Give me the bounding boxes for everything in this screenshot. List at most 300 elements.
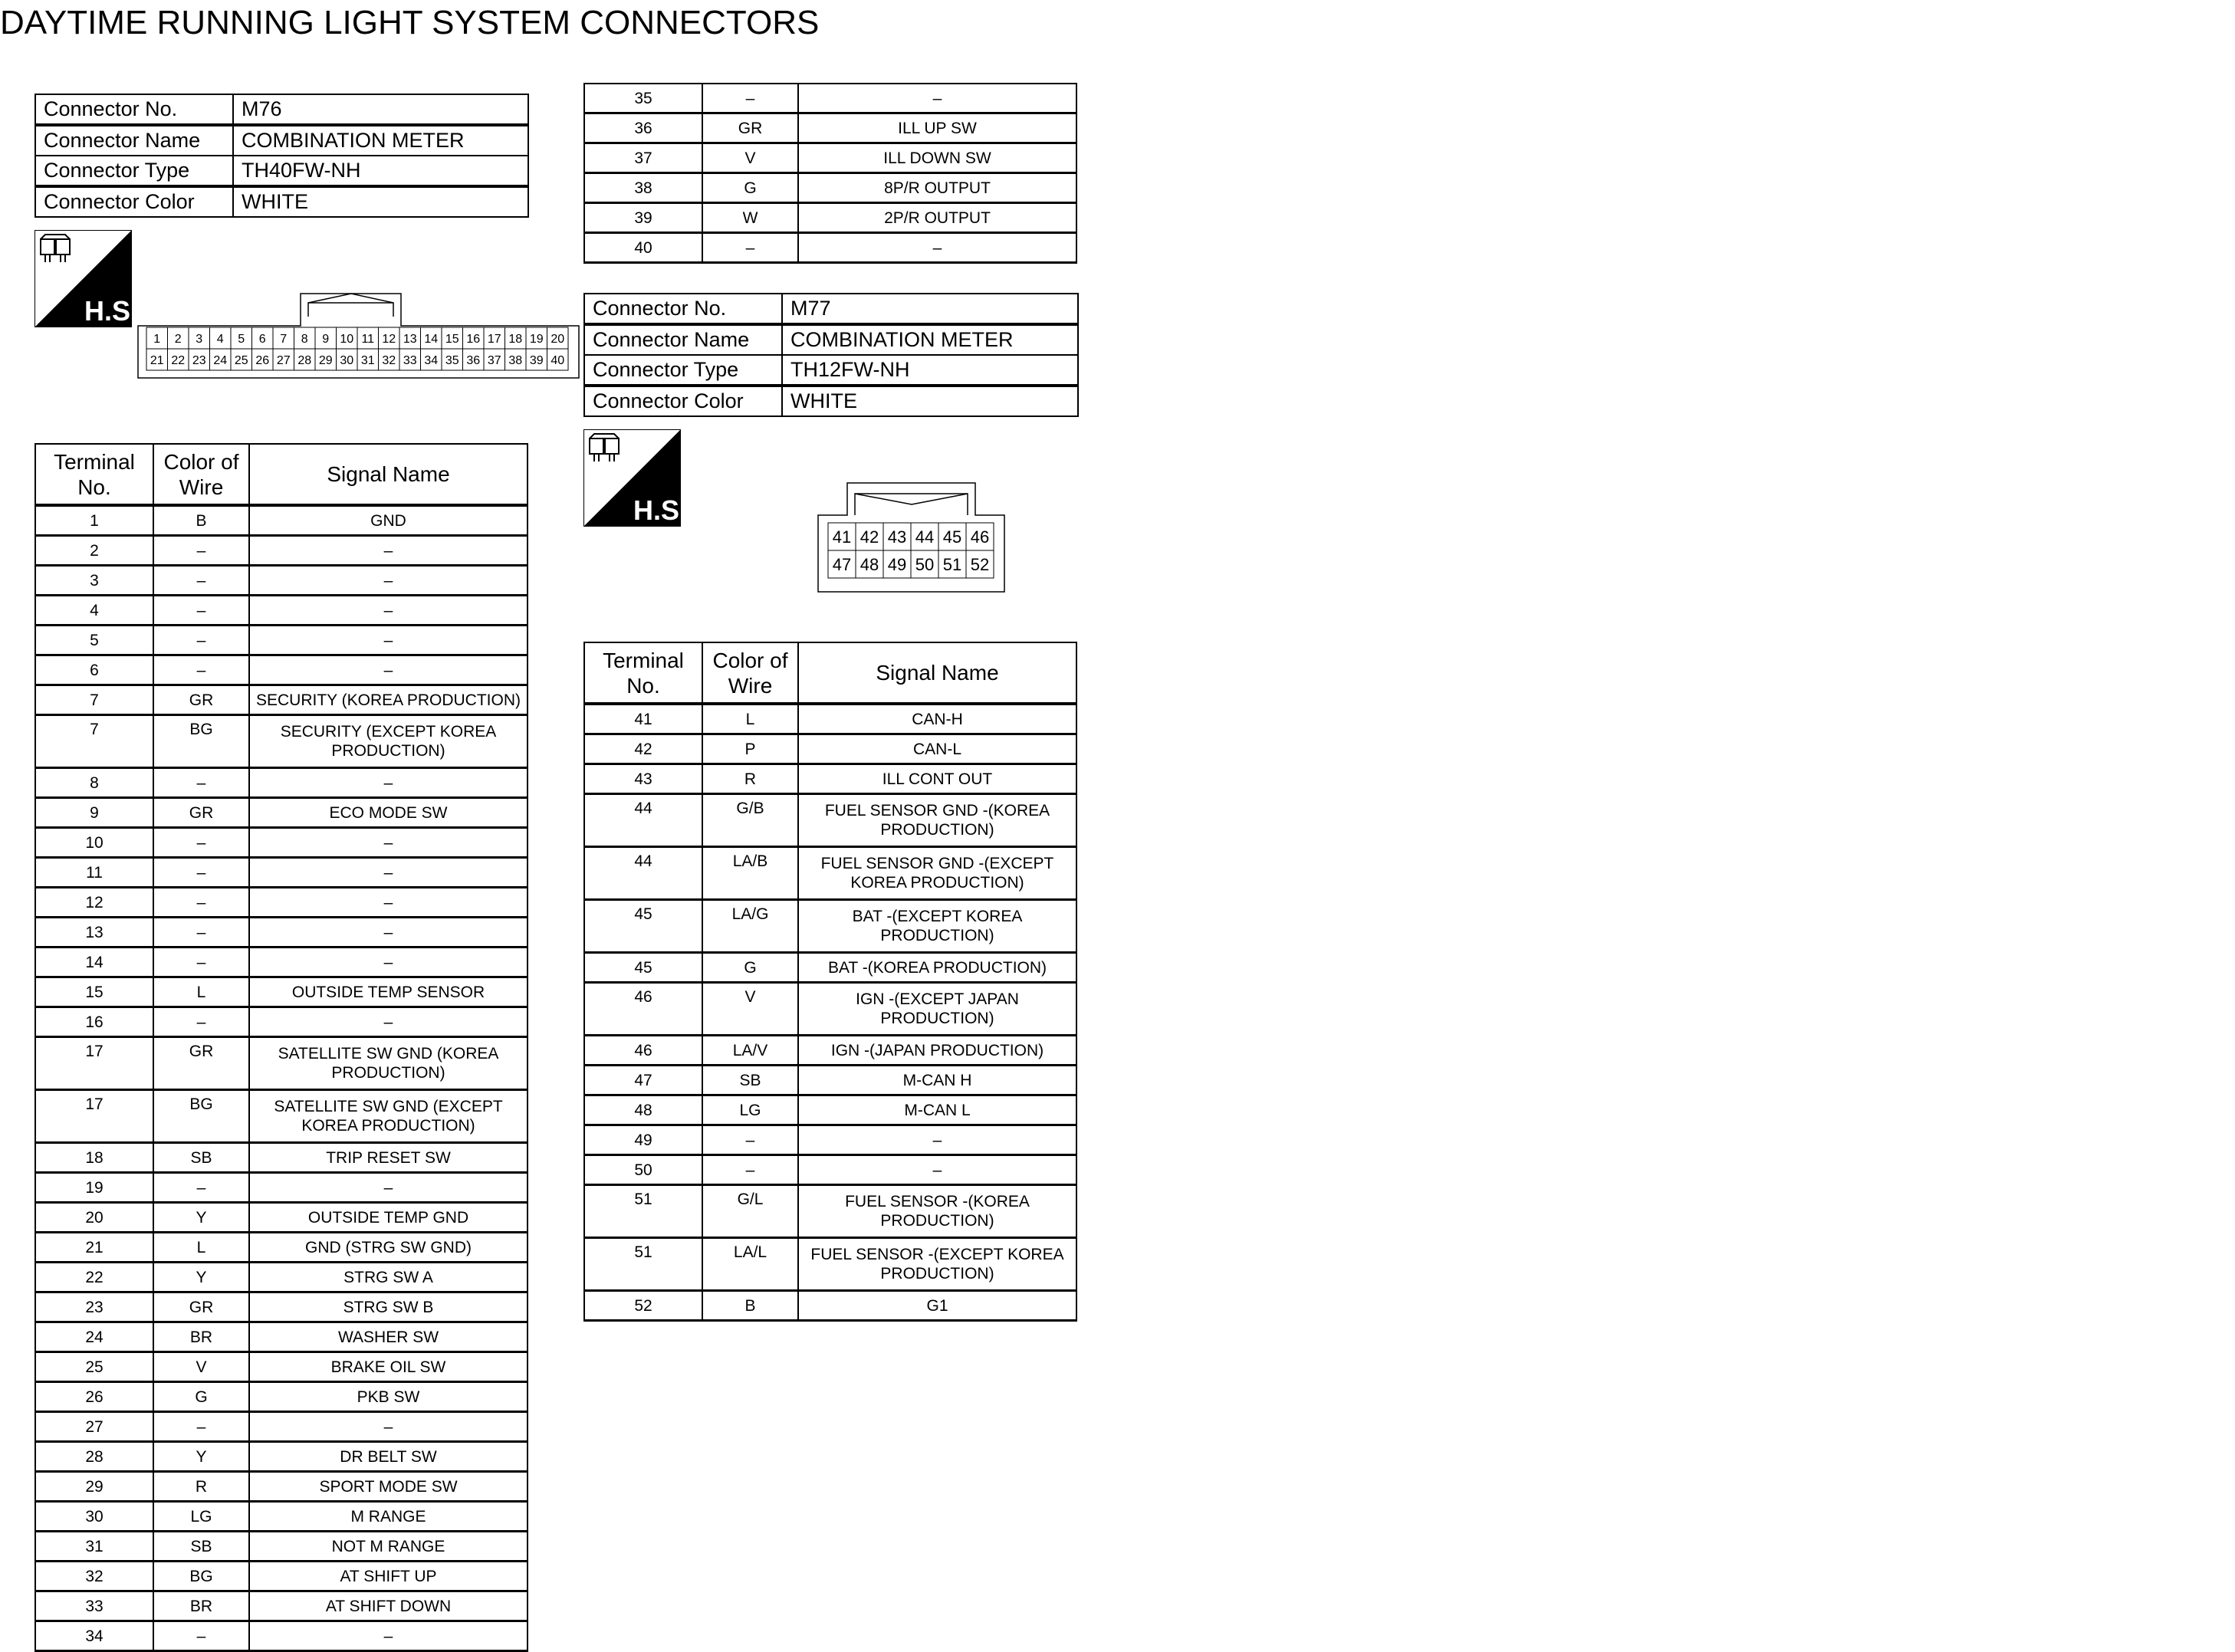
wire-color-cell: V (702, 143, 798, 173)
pin-number: 47 (832, 554, 852, 574)
signal-name-cell: – (249, 858, 528, 888)
table-row (35, 1292, 528, 1322)
table-row (35, 685, 528, 715)
pin-number: 3 (196, 332, 203, 346)
terminal-no-cell: 5 (35, 626, 153, 655)
wire-color-cell: – (153, 1412, 249, 1442)
terminal-no-cell: 23 (35, 1292, 153, 1322)
signal-name-cell: ILL DOWN SW (798, 143, 1076, 173)
terminal-no-cell: 43 (584, 764, 702, 794)
signal-name-cell: 2P/R OUTPUT (798, 203, 1076, 233)
pin-number: 38 (508, 353, 523, 367)
table-row (584, 764, 1076, 794)
pin-number: 49 (887, 554, 907, 574)
pin-number: 43 (887, 527, 907, 547)
terminal-no-cell: 44 (584, 794, 702, 847)
signal-name-cell: – (249, 626, 528, 655)
terminal-no-cell: 14 (35, 948, 153, 977)
pin-number: 10 (340, 332, 354, 346)
signal-name-cell: – (249, 596, 528, 626)
terminal-no-cell: 1 (35, 505, 153, 536)
wire-color-cell: LG (153, 1502, 249, 1532)
info-label: Connector No. (35, 94, 233, 125)
wire-color-cell: – (153, 1173, 249, 1203)
signal-name-cell: G1 (798, 1291, 1076, 1321)
signal-name-cell: WASHER SW (249, 1322, 528, 1352)
terminal-no-cell: 44 (584, 847, 702, 900)
pin-number: 13 (403, 332, 417, 346)
m77-info-row (584, 324, 1078, 355)
signal-name-cell: – (249, 1007, 528, 1037)
table-row (35, 858, 528, 888)
terminal-no-cell: 51 (584, 1185, 702, 1238)
table-row (35, 1007, 528, 1037)
wire-color-cell: LA/B (702, 847, 798, 900)
wire-color-cell: G/L (702, 1185, 798, 1238)
signal-name-cell: FUEL SENSOR GND -(EXCEPT KOREA PRODUCTION) (798, 847, 1076, 900)
wire-color-cell: – (153, 858, 249, 888)
signal-name-cell: – (798, 233, 1076, 263)
table-row (584, 847, 1076, 900)
pin-number: 15 (445, 332, 459, 346)
terminal-no-cell: 25 (35, 1352, 153, 1382)
table-row (35, 1322, 528, 1352)
m76-terminal-table-continued (583, 83, 1077, 264)
terminal-no-cell: 9 (35, 798, 153, 828)
terminal-no-cell: 22 (35, 1263, 153, 1292)
signal-name-cell: OUTSIDE TEMP SENSOR (249, 977, 528, 1007)
wire-color-cell: G (702, 953, 798, 983)
signal-name-cell: FUEL SENSOR -(KOREA PRODUCTION) (798, 1185, 1076, 1238)
pin-number: 42 (859, 527, 879, 547)
table-row (35, 1143, 528, 1173)
table-row (584, 1125, 1076, 1155)
terminal-no-cell: 52 (584, 1291, 702, 1321)
pin-number: 27 (276, 353, 291, 367)
table-row (584, 1185, 1076, 1238)
terminal-no-cell: 17 (35, 1090, 153, 1143)
terminal-no-cell: 50 (584, 1155, 702, 1185)
info-label: Connector No. (584, 294, 782, 324)
wire-color-cell: – (153, 566, 249, 596)
wire-color-cell: W (702, 203, 798, 233)
info-label: Connector Name (35, 125, 233, 156)
table-row (584, 1095, 1076, 1125)
pin-number: 46 (970, 527, 990, 547)
table-row (35, 1233, 528, 1263)
pin-number: 45 (942, 527, 962, 547)
terminal-no-cell: 29 (35, 1472, 153, 1502)
m76-connector-diagram (138, 294, 579, 382)
terminal-no-cell: 48 (584, 1095, 702, 1125)
terminal-no-cell: 36 (584, 113, 702, 143)
page-title: DAYTIME RUNNING LIGHT SYSTEM CONNECTORS (0, 4, 820, 41)
terminal-no-cell: 32 (35, 1562, 153, 1591)
wire-color-cell: GR (153, 1037, 249, 1090)
info-label: Connector Name (584, 324, 782, 355)
wire-color-cell: SB (702, 1066, 798, 1095)
signal-name-cell: BAT -(KOREA PRODUCTION) (798, 953, 1076, 983)
m77-info-row (584, 355, 1078, 386)
pin-number: 6 (258, 332, 266, 346)
terminal-no-cell: 18 (35, 1143, 153, 1173)
signal-name-cell: SECURITY (EXCEPT KOREA PRODUCTION) (249, 715, 528, 768)
table-row (584, 1066, 1076, 1095)
terminal-no-cell: 38 (584, 173, 702, 203)
signal-name-cell: – (798, 1125, 1076, 1155)
terminal-no-cell: 6 (35, 655, 153, 685)
pin-number: 19 (529, 332, 544, 346)
table-row (584, 113, 1076, 143)
pin-number: 36 (466, 353, 481, 367)
table-row (35, 977, 528, 1007)
terminal-no-cell: 21 (35, 1233, 153, 1263)
wire-color-cell: B (153, 505, 249, 536)
table-row (584, 233, 1076, 263)
table-row (35, 1090, 528, 1143)
wire-color-cell: – (153, 768, 249, 798)
terminal-no-cell: 10 (35, 828, 153, 858)
signal-name-cell: – (249, 655, 528, 685)
pin-number: 41 (832, 527, 852, 547)
wire-color-cell: BR (153, 1591, 249, 1621)
table-row (35, 1532, 528, 1562)
m76-connector-no: M76 (233, 94, 528, 125)
terminal-no-cell: 16 (35, 1007, 153, 1037)
wire-color-cell: BG (153, 715, 249, 768)
pin-number: 31 (360, 353, 375, 367)
wire-color-cell: – (153, 626, 249, 655)
wire-color-cell: V (702, 983, 798, 1036)
wire-color-cell: GR (153, 798, 249, 828)
pin-number: 22 (171, 353, 186, 367)
pin-number: 9 (322, 332, 330, 346)
table-row (35, 1173, 528, 1203)
m76-connector-color: WHITE (233, 186, 528, 217)
pin-number: 14 (424, 332, 439, 346)
signal-name-cell: GND (STRG SW GND) (249, 1233, 528, 1263)
hs-badge-text: H.S. (84, 295, 139, 327)
table-row (35, 798, 528, 828)
signal-name-cell: M RANGE (249, 1502, 528, 1532)
terminal-no-cell: 33 (35, 1591, 153, 1621)
pin-number: 25 (234, 353, 248, 367)
signal-name-cell: IGN -(JAPAN PRODUCTION) (798, 1036, 1076, 1066)
table-row (35, 1621, 528, 1651)
wire-color-cell: Y (153, 1203, 249, 1233)
terminal-no-cell: 47 (584, 1066, 702, 1095)
terminal-no-cell: 11 (35, 858, 153, 888)
terminal-no-cell: 19 (35, 1173, 153, 1203)
pin-number: 20 (551, 332, 565, 346)
signal-name-cell: – (249, 918, 528, 948)
wire-color-cell: G/B (702, 794, 798, 847)
header-signal-name: Signal Name (249, 444, 528, 505)
signal-name-cell: AT SHIFT UP (249, 1562, 528, 1591)
pin-number: 48 (859, 554, 879, 574)
table-row (584, 143, 1076, 173)
signal-name-cell: STRG SW A (249, 1263, 528, 1292)
terminal-no-cell: 46 (584, 983, 702, 1036)
signal-name-cell: PKB SW (249, 1382, 528, 1412)
signal-name-cell: – (249, 536, 528, 566)
pin-number: 23 (192, 353, 206, 367)
pin-number: 39 (529, 353, 544, 367)
table-row (35, 1352, 528, 1382)
signal-name-cell: – (249, 768, 528, 798)
m77-info-row (584, 294, 1078, 324)
terminal-no-cell: 34 (35, 1621, 153, 1651)
terminal-no-cell: 39 (584, 203, 702, 233)
table-row (35, 1442, 528, 1472)
signal-name-cell: FUEL SENSOR -(EXCEPT KOREA PRODUCTION) (798, 1238, 1076, 1291)
wire-color-cell: G (702, 173, 798, 203)
pin-number: 12 (382, 332, 396, 346)
signal-name-cell: – (249, 1621, 528, 1651)
table-row (35, 768, 528, 798)
table-row (584, 84, 1076, 113)
table-row (35, 1562, 528, 1591)
info-label: Connector Color (584, 386, 782, 416)
pin-number: 28 (297, 353, 312, 367)
terminal-no-cell: 26 (35, 1382, 153, 1412)
wire-color-cell: GR (153, 1292, 249, 1322)
wire-color-cell: – (702, 233, 798, 263)
hs-badge-text: H.S. (633, 494, 688, 526)
terminal-no-cell: 7 (35, 715, 153, 768)
table-row (584, 173, 1076, 203)
pin-number: 11 (361, 332, 375, 346)
m77-connector-diagram (818, 483, 1004, 596)
wire-color-cell: – (153, 655, 249, 685)
terminal-no-cell: 37 (584, 143, 702, 173)
pin-number: 52 (970, 554, 990, 574)
terminal-no-cell: 12 (35, 888, 153, 918)
pin-number: 8 (301, 332, 308, 346)
pin-number: 40 (551, 353, 565, 367)
wire-color-cell: – (702, 84, 798, 113)
table-row (584, 1155, 1076, 1185)
pin-number: 51 (942, 554, 962, 574)
table-row (584, 704, 1076, 734)
terminal-no-cell: 7 (35, 685, 153, 715)
hs-badge-m77 (583, 429, 688, 527)
pin-number: 30 (340, 353, 354, 367)
terminal-no-cell: 4 (35, 596, 153, 626)
table-row (35, 1472, 528, 1502)
table-row (35, 715, 528, 768)
wire-color-cell: G (153, 1382, 249, 1412)
terminal-no-cell: 13 (35, 918, 153, 948)
terminal-no-cell: 27 (35, 1412, 153, 1442)
pin-number: 16 (466, 332, 481, 346)
table-row (35, 596, 528, 626)
signal-name-cell: – (249, 566, 528, 596)
table-row (35, 655, 528, 685)
m77-connector-color: WHITE (782, 386, 1078, 416)
pin-number: 21 (150, 353, 164, 367)
m76-terminal-table (35, 443, 528, 1652)
wire-color-cell: V (153, 1352, 249, 1382)
m76-info-row (35, 94, 528, 125)
terminal-no-cell: 40 (584, 233, 702, 263)
signal-name-cell: – (249, 948, 528, 977)
wire-color-cell: BR (153, 1322, 249, 1352)
m77-connector-no: M77 (782, 294, 1078, 324)
wire-color-cell: – (153, 918, 249, 948)
signal-name-cell: CAN-L (798, 734, 1076, 764)
pin-number: 18 (508, 332, 523, 346)
table-row (584, 953, 1076, 983)
m76-info-table (35, 94, 529, 218)
table-row (35, 918, 528, 948)
m76-info-row (35, 156, 528, 186)
header-terminal: Terminal No. (584, 642, 702, 704)
m77-connector-name: COMBINATION METER (782, 324, 1078, 355)
pin-number: 50 (915, 554, 935, 574)
terminal-no-cell: 41 (584, 704, 702, 734)
info-label: Connector Color (35, 186, 233, 217)
m77-connector-type: TH12FW-NH (782, 355, 1078, 386)
wire-color-cell: Y (153, 1263, 249, 1292)
signal-name-cell: BAT -(EXCEPT KOREA PRODUCTION) (798, 900, 1076, 953)
wire-color-cell: – (153, 948, 249, 977)
pin-number: 35 (445, 353, 459, 367)
table-row (584, 900, 1076, 953)
signal-name-cell: TRIP RESET SW (249, 1143, 528, 1173)
pin-number: 29 (318, 353, 333, 367)
wire-color-cell: – (153, 888, 249, 918)
table-row (35, 948, 528, 977)
m77-terminal-table (583, 642, 1077, 1322)
signal-name-cell: M-CAN H (798, 1066, 1076, 1095)
pin-number: 17 (487, 332, 501, 346)
signal-name-cell: SPORT MODE SW (249, 1472, 528, 1502)
signal-name-cell: ILL UP SW (798, 113, 1076, 143)
terminal-no-cell: 42 (584, 734, 702, 764)
terminal-no-cell: 20 (35, 1203, 153, 1233)
table-row (584, 1238, 1076, 1291)
terminal-no-cell: 45 (584, 953, 702, 983)
info-label: Connector Type (35, 156, 233, 186)
signal-name-cell: SATELLITE SW GND (KOREA PRODUCTION) (249, 1037, 528, 1090)
terminal-no-cell: 30 (35, 1502, 153, 1532)
terminal-no-cell: 3 (35, 566, 153, 596)
table-row (584, 734, 1076, 764)
signal-name-cell: SATELLITE SW GND (EXCEPT KOREA PRODUCTION) (249, 1090, 528, 1143)
wire-color-cell: LG (702, 1095, 798, 1125)
wire-color-cell: P (702, 734, 798, 764)
table-row (35, 888, 528, 918)
table-row (35, 1412, 528, 1442)
terminal-no-cell: 15 (35, 977, 153, 1007)
table-row (584, 203, 1076, 233)
wire-color-cell: L (153, 1233, 249, 1263)
signal-name-cell: SECURITY (KOREA PRODUCTION) (249, 685, 528, 715)
table-row (584, 1291, 1076, 1321)
pin-number: 26 (255, 353, 270, 367)
wire-color-cell: GR (702, 113, 798, 143)
wire-color-cell: B (702, 1291, 798, 1321)
table-row (35, 626, 528, 655)
pin-number: 5 (238, 332, 245, 346)
wire-color-cell: BG (153, 1090, 249, 1143)
wire-color-cell: R (702, 764, 798, 794)
wire-color-cell: – (153, 828, 249, 858)
pin-number: 44 (915, 527, 935, 547)
wire-color-cell: R (153, 1472, 249, 1502)
signal-name-cell: 8P/R OUTPUT (798, 173, 1076, 203)
header-wire-color: Color of Wire (153, 444, 249, 505)
table-header-row (584, 642, 1076, 704)
signal-name-cell: STRG SW B (249, 1292, 528, 1322)
signal-name-cell: CAN-H (798, 704, 1076, 734)
table-row (35, 1591, 528, 1621)
signal-name-cell: DR BELT SW (249, 1442, 528, 1472)
table-row (35, 505, 528, 536)
wire-color-cell: L (153, 977, 249, 1007)
terminal-no-cell: 51 (584, 1238, 702, 1291)
table-row (35, 1502, 528, 1532)
terminal-no-cell: 28 (35, 1442, 153, 1472)
table-row (584, 1036, 1076, 1066)
signal-name-cell: AT SHIFT DOWN (249, 1591, 528, 1621)
hs-badge-m76 (35, 230, 139, 327)
m77-info-row (584, 386, 1078, 416)
terminal-no-cell: 24 (35, 1322, 153, 1352)
header-terminal: Terminal No. (35, 444, 153, 505)
signal-name-cell: IGN -(EXCEPT JAPAN PRODUCTION) (798, 983, 1076, 1036)
signal-name-cell: ECO MODE SW (249, 798, 528, 828)
terminal-no-cell: 49 (584, 1125, 702, 1155)
pin-number: 32 (382, 353, 396, 367)
terminal-no-cell: 8 (35, 768, 153, 798)
wire-color-cell: – (153, 596, 249, 626)
signal-name-cell: NOT M RANGE (249, 1532, 528, 1562)
m76-connector-type: TH40FW-NH (233, 156, 528, 186)
wire-color-cell: BG (153, 1562, 249, 1591)
table-row (584, 983, 1076, 1036)
table-row (35, 1263, 528, 1292)
table-row (35, 566, 528, 596)
info-label: Connector Type (584, 355, 782, 386)
m76-info-row (35, 125, 528, 156)
terminal-no-cell: 2 (35, 536, 153, 566)
pin-number: 37 (487, 353, 501, 367)
signal-name-cell: M-CAN L (798, 1095, 1076, 1125)
terminal-no-cell: 31 (35, 1532, 153, 1562)
wire-color-cell: – (153, 536, 249, 566)
signal-name-cell: – (798, 84, 1076, 113)
signal-name-cell: GND (249, 505, 528, 536)
pin-number: 7 (280, 332, 288, 346)
signal-name-cell: – (249, 1412, 528, 1442)
m76-connector-name: COMBINATION METER (233, 125, 528, 156)
wire-color-cell: – (702, 1125, 798, 1155)
wire-color-cell: LA/V (702, 1036, 798, 1066)
pin-number: 4 (216, 332, 224, 346)
wire-color-cell: SB (153, 1143, 249, 1173)
wire-color-cell: – (702, 1155, 798, 1185)
pin-number: 24 (213, 353, 228, 367)
wire-color-cell: LA/G (702, 900, 798, 953)
pin-number: 1 (153, 332, 161, 346)
wire-color-cell: Y (153, 1442, 249, 1472)
table-row (35, 1037, 528, 1090)
signal-name-cell: BRAKE OIL SW (249, 1352, 528, 1382)
terminal-no-cell: 17 (35, 1037, 153, 1090)
table-row (35, 536, 528, 566)
